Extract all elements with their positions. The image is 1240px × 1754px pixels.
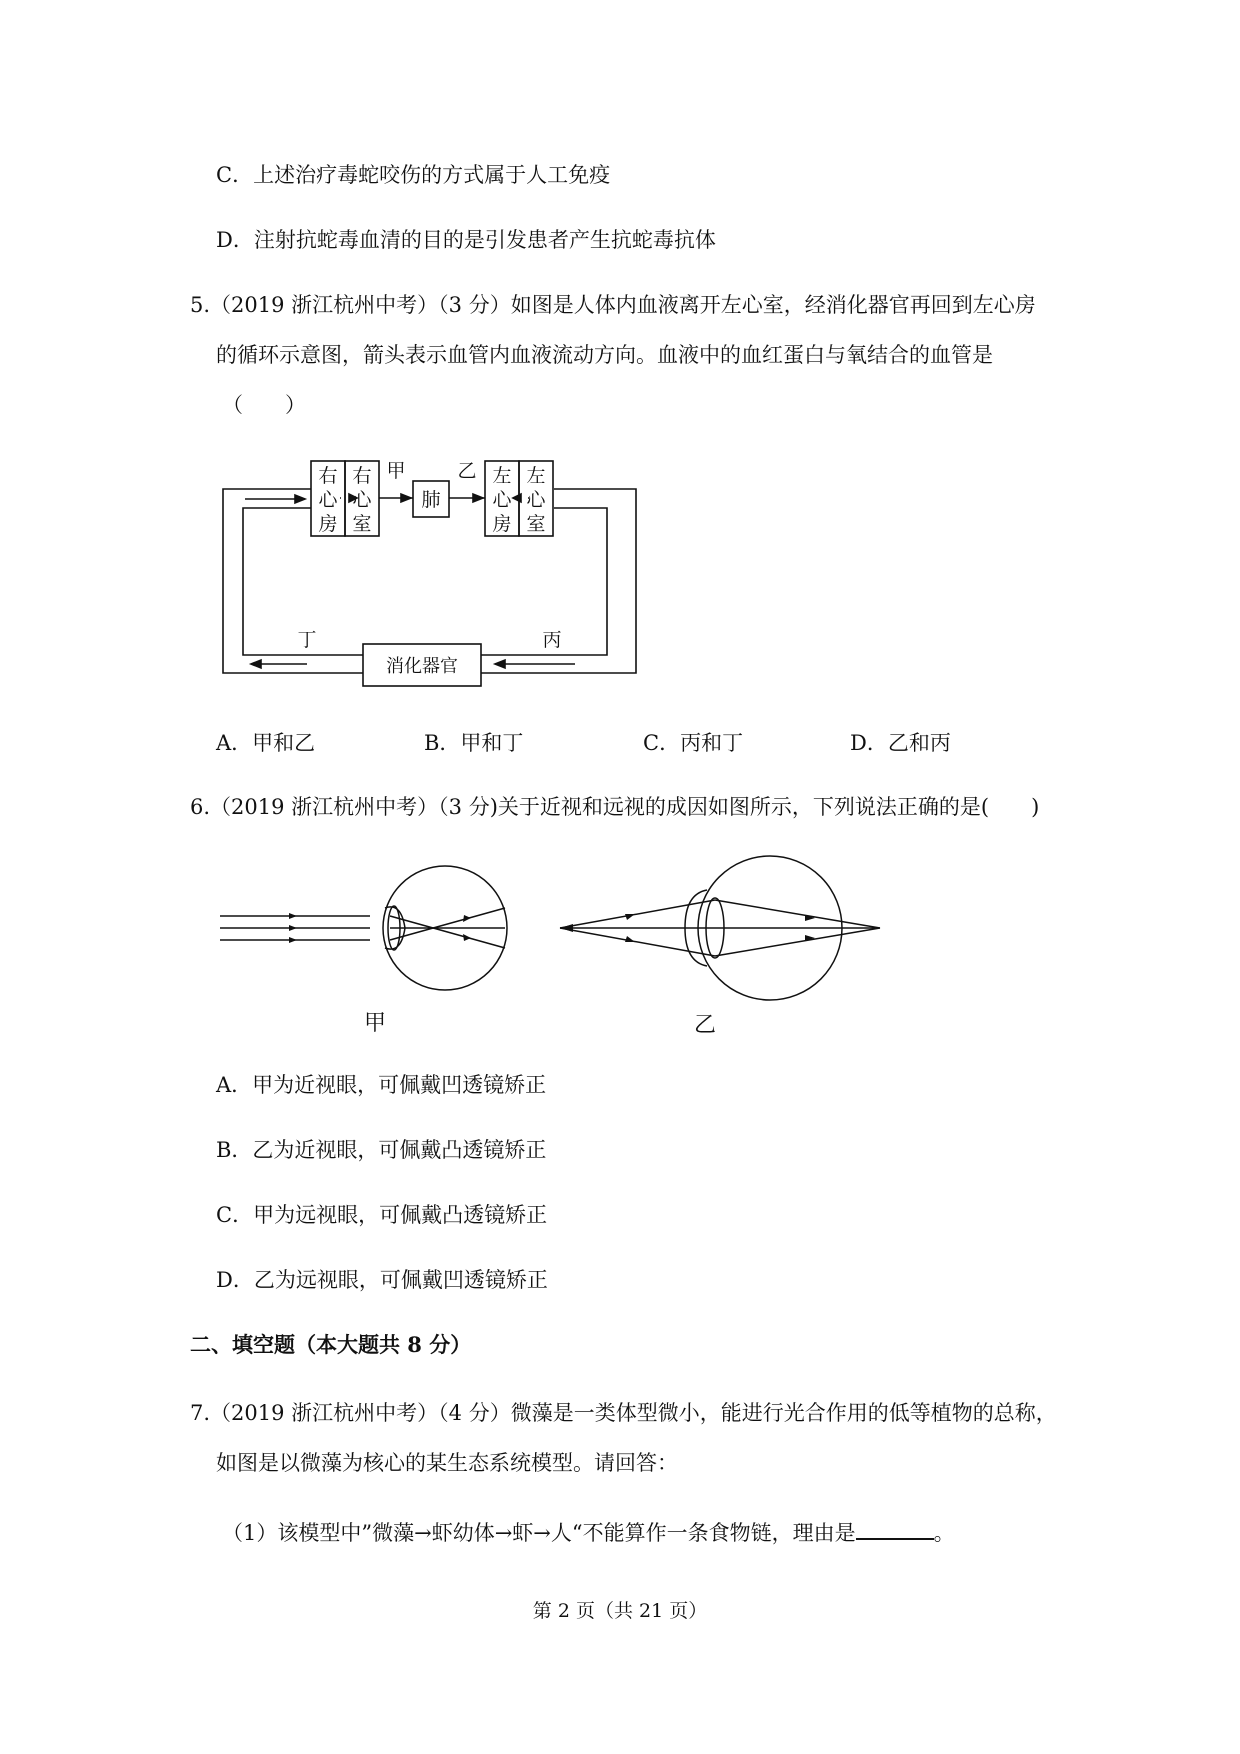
lv-char-3: 室 bbox=[526, 513, 546, 535]
vessel-yi-label: 乙 bbox=[457, 460, 477, 482]
q5-option-a: A．甲和乙 bbox=[216, 731, 316, 755]
q7-sub1 bbox=[222, 1516, 955, 1548]
q6-option-a: A．甲为近视眼，可佩戴凹透镜矫正 bbox=[216, 1073, 547, 1097]
la-char-2: 心 bbox=[492, 489, 512, 511]
q4-option-c: C．上述治疗毒蛇咬伤的方式属于人工免疫 bbox=[216, 163, 611, 187]
eye-diagram bbox=[215, 850, 895, 1040]
vessel-jia-label: 甲 bbox=[386, 460, 406, 482]
answer-blank[interactable] bbox=[856, 1516, 934, 1540]
lv-char-1: 左 bbox=[526, 465, 546, 487]
digestive-organ-label: 消化器官 bbox=[386, 656, 458, 677]
vessel-bing-label: 丙 bbox=[542, 629, 562, 651]
q7-stem-line1: 7.（2019 浙江杭州中考）（4 分）微藻是一类体型微小，能进行光合作用的低等植物的总称， bbox=[190, 1401, 1057, 1425]
q5-stem-line3: （ ） bbox=[222, 393, 306, 417]
eye-label-jia: 甲 bbox=[363, 1011, 387, 1036]
q5-stem-line2: 的循环示意图，箭头表示血管内血液流动方向。血液中的血红蛋白与氧结合的血管是 bbox=[216, 343, 993, 367]
q7-sub1-end: 。 bbox=[933, 1521, 955, 1545]
ra-char-1: 右 bbox=[318, 465, 338, 487]
rv-char-3: 室 bbox=[352, 513, 372, 535]
ra-char-3: 房 bbox=[318, 513, 338, 535]
ra-char-2: 心 bbox=[318, 489, 338, 511]
q5-option-b: B．甲和丁 bbox=[424, 731, 524, 755]
q7-sub1-text: （1）该模型中”微藻→虾幼体→虾→人“不能算作一条食物链，理由是 bbox=[222, 1521, 856, 1545]
q4-option-d: D．注射抗蛇毒血清的目的是引发患者产生抗蛇毒抗体 bbox=[216, 228, 716, 252]
q5-stem-line1: 5.（2019 浙江杭州中考）（3 分）如图是人体内血液离开左心室，经消化器官再回到左心房 bbox=[190, 293, 1036, 317]
q6-option-d: D．乙为远视眼，可佩戴凹透镜矫正 bbox=[216, 1268, 548, 1292]
q6-stem: 6.（2019 浙江杭州中考）（3 分)关于近视和远视的成因如图所示，下列说法正确的是( ) bbox=[190, 795, 1040, 819]
q6-option-c: C．甲为远视眼，可佩戴凸透镜矫正 bbox=[216, 1203, 548, 1227]
q5-option-c: C．丙和丁 bbox=[643, 731, 744, 755]
q6-option-b: B．乙为近视眼，可佩戴凸透镜矫正 bbox=[216, 1138, 547, 1162]
circulation-diagram bbox=[215, 452, 645, 692]
rv-char-2: 心 bbox=[352, 489, 372, 511]
q7-stem-line2: 如图是以微藻为核心的某生态系统模型。请回答： bbox=[216, 1451, 678, 1475]
section-heading: 二、填空题（本大题共 8 分） bbox=[190, 1332, 472, 1357]
la-char-3: 房 bbox=[492, 513, 512, 535]
la-char-1: 左 bbox=[492, 465, 512, 487]
q5-option-d: D．乙和丙 bbox=[850, 731, 951, 755]
page-footer: 第 2 页（共 21 页） bbox=[532, 1600, 708, 1622]
vessel-ding-label: 丁 bbox=[297, 629, 317, 651]
eye-label-yi: 乙 bbox=[693, 1013, 717, 1038]
rv-char-1: 右 bbox=[352, 465, 372, 487]
lv-char-2: 心 bbox=[526, 489, 546, 511]
lung-label: 肺 bbox=[421, 489, 441, 511]
